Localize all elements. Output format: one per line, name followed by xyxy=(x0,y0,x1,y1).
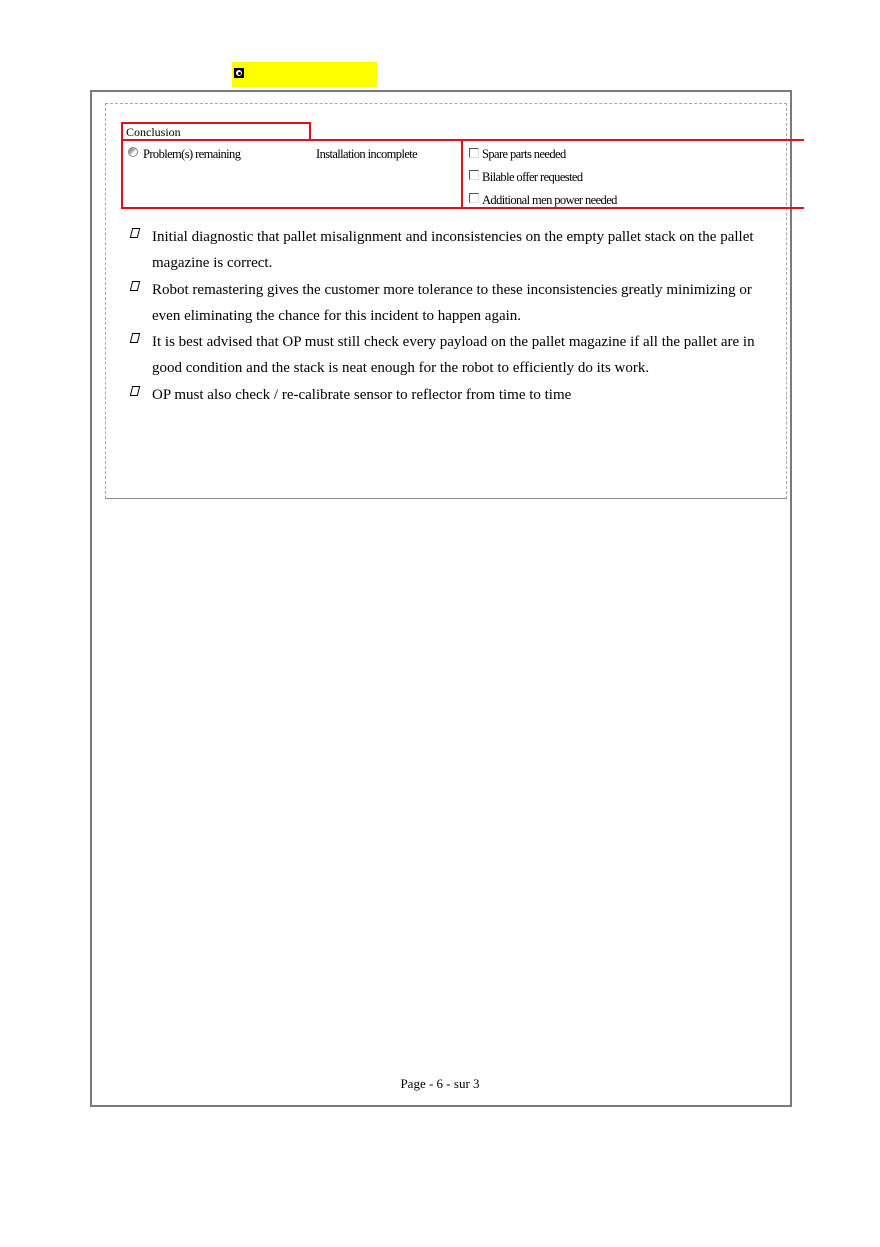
list-item xyxy=(131,382,771,408)
bullet-icon xyxy=(130,228,140,238)
checkbox-additional-manpower[interactable] xyxy=(469,193,479,203)
bullet-icon xyxy=(130,386,140,396)
installation-incomplete-label: Installation incomplete xyxy=(316,147,418,161)
bullet-icon xyxy=(130,333,140,343)
note-text: Robot remastering gives the customer more tolerance to these inconsistencies greatly minimizing or even eliminating the chance for this incident to happen again. xyxy=(152,281,752,324)
annotation-line-left xyxy=(121,139,123,209)
section-title: Conclusion xyxy=(126,125,181,139)
list-item xyxy=(131,329,771,382)
note-text: Initial diagnostic that pallet misalignment and inconsistencies on the empty pallet stack on the pallet magazine is correct. xyxy=(152,229,754,272)
note-text: OP must also check / re-calibrate sensor to reflector from time to time xyxy=(152,386,572,403)
checkbox-label: Bilable offer requested xyxy=(482,170,583,184)
annotation-line-divider xyxy=(461,139,463,209)
page-number: Page - 6 - sur 3 xyxy=(400,1076,480,1091)
bullet-icon xyxy=(130,281,140,291)
radio-selected-icon xyxy=(234,68,244,78)
notes-list xyxy=(131,224,771,408)
note-text: It is best advised that OP must still check every payload on the pallet magazine if all the pallet are in good condition and the stack is neat enough for the robot to efficiently do its work. xyxy=(152,334,755,377)
list-item xyxy=(131,277,771,330)
checkbox-label: Spare parts needed xyxy=(482,147,566,161)
checkbox-label: Additional men power needed xyxy=(482,193,617,207)
checkbox-spare-parts[interactable] xyxy=(469,148,479,158)
list-item xyxy=(131,224,771,277)
checkbox-bilable-offer[interactable] xyxy=(469,170,479,180)
radio-button-icon[interactable] xyxy=(128,147,138,157)
highlight-marker xyxy=(232,62,377,87)
problems-remaining-label: Problem(s) remaining xyxy=(143,147,241,161)
